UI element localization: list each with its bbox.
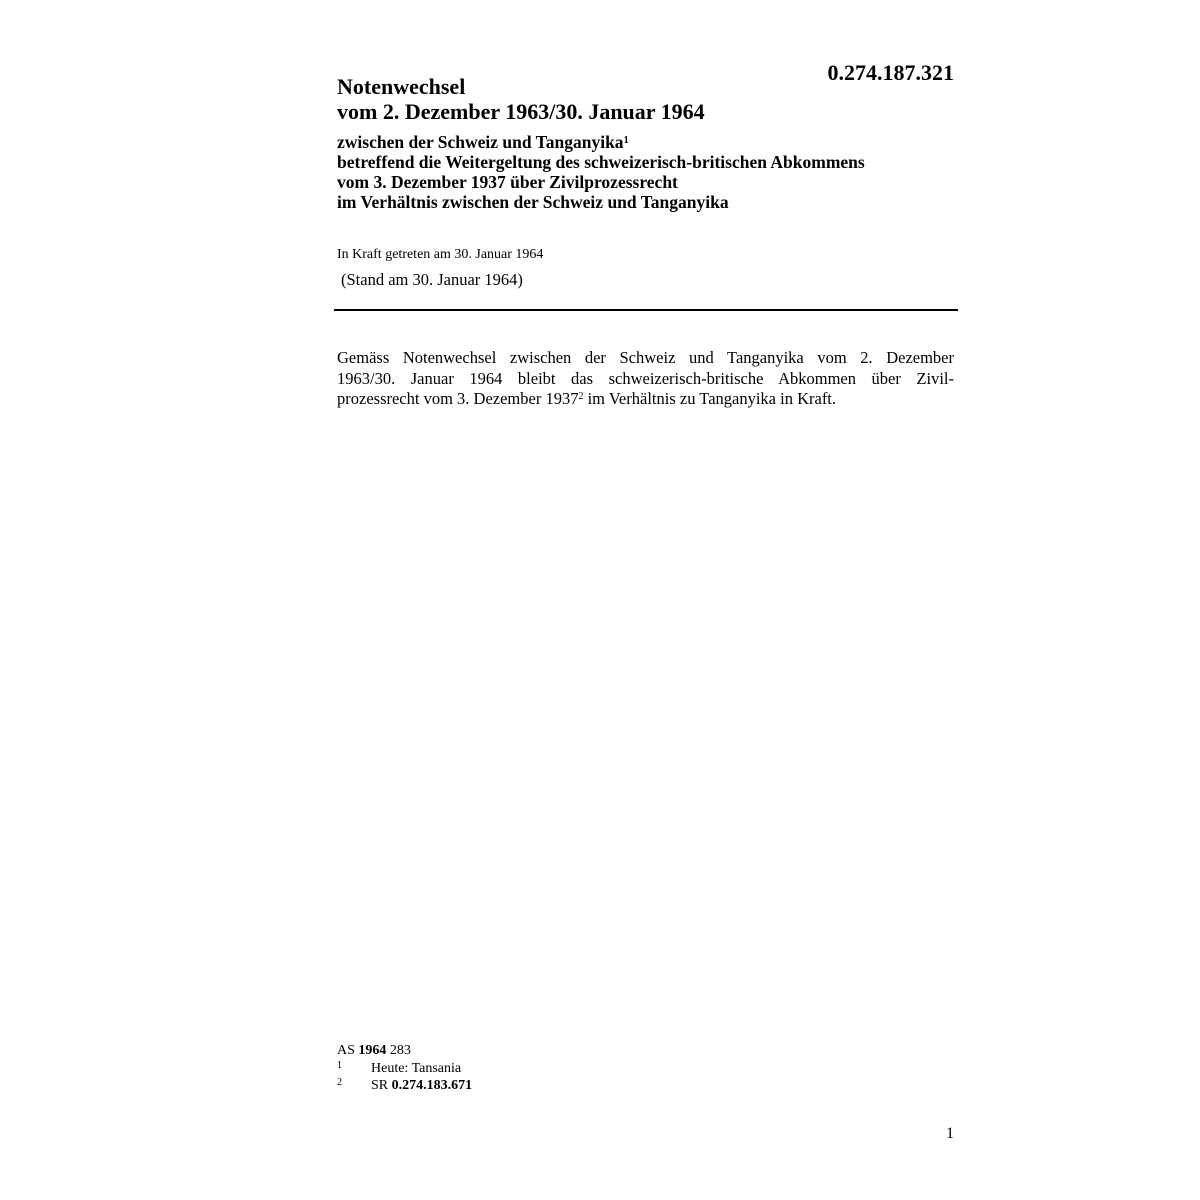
subtitle-line-3: vom 3. Dezember 1937 über Zivilprozessrecht <box>337 172 678 192</box>
body-line-1: Gemäss Notenwechsel zwischen der Schweiz und Tanganyika vom 2. Dezember <box>337 348 954 367</box>
as-prefix: AS <box>337 1043 359 1058</box>
footnote-1 <box>337 1060 737 1077</box>
footnote-2 <box>337 1077 737 1094</box>
body-line-2: 1963/30. Januar 1964 bleibt das schweizerisch-britische Abkommen über Zivil- <box>337 368 954 388</box>
as-year: 1964 <box>358 1043 387 1058</box>
footnote-1-text: Heute: Tansania <box>371 1061 462 1076</box>
document-subtitle <box>337 132 977 212</box>
footnote-2-mark: 2 <box>337 1077 342 1088</box>
subtitle-line-1 <box>337 132 977 152</box>
status-date: (Stand am 30. Januar 1964) <box>341 270 523 289</box>
footnote-ref-2[interactable]: 2 <box>578 391 584 402</box>
footnote-2-text <box>371 1077 472 1094</box>
as-reference <box>337 1042 737 1060</box>
document-title <box>337 74 937 124</box>
footnote-ref-1[interactable]: 1 <box>623 135 629 146</box>
body-line-3 <box>337 389 954 410</box>
sr-number: 0.274.187.321 <box>827 60 954 85</box>
footnote-2-prefix: SR <box>371 1078 392 1093</box>
title-line-1: Notenwechsel <box>337 74 466 99</box>
body-paragraph <box>337 348 954 410</box>
subtitle-line-1-text: zwischen der Schweiz und Tanganyika <box>337 132 624 152</box>
footnotes <box>337 1042 737 1094</box>
body-line-3-start: prozessrecht vom 3. Dezember 1937 <box>337 389 579 408</box>
as-page: 283 <box>386 1043 411 1058</box>
body-line-3-end: im Verhältnis zu Tanganyika in Kraft. <box>583 389 837 408</box>
title-line-2: vom 2. Dezember 1963/30. Januar 1964 <box>337 99 705 124</box>
in-force-date: In Kraft getreten am 30. Januar 1964 <box>337 247 544 262</box>
header-divider <box>334 309 958 311</box>
subtitle-line-4: im Verhältnis zwischen der Schweiz und Tanganyika <box>337 192 729 212</box>
footnote-2-sr-number[interactable]: 0.274.183.671 <box>391 1078 473 1093</box>
footnote-1-mark: 1 <box>337 1060 342 1071</box>
page-number: 1 <box>946 1125 954 1142</box>
subtitle-line-2: betreffend die Weitergeltung des schweizerisch-britischen Abkommens <box>337 152 865 172</box>
